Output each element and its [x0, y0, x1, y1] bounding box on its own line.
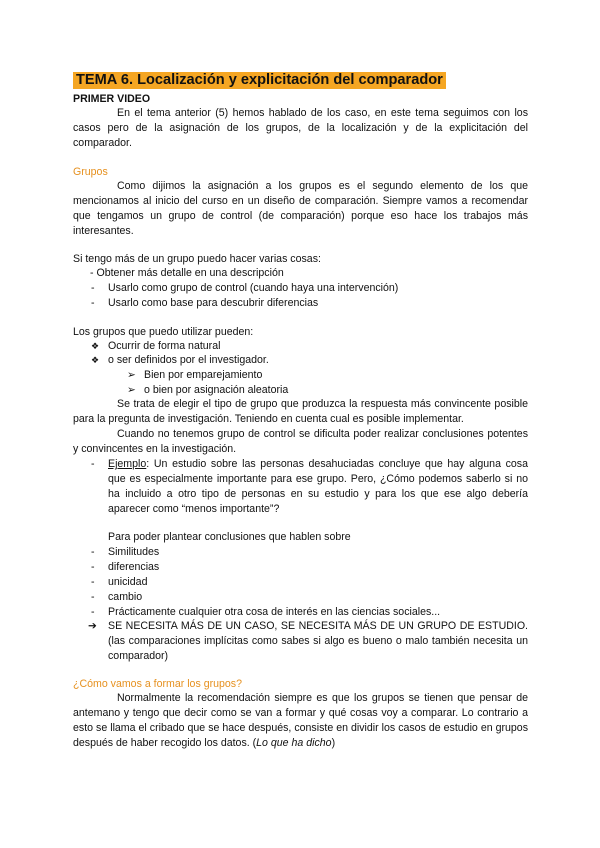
- conclusions-lead: Para poder plantear conclusiones que hablen sobre: [108, 531, 351, 543]
- diamond-bullet-icon: ❖: [91, 341, 100, 351]
- example-label: Ejemplo: [108, 458, 147, 470]
- section-heading-formar: ¿Cómo vamos a formar los grupos?: [73, 678, 242, 690]
- example-text: : Un estudio sobre las personas desahuciadas concluye que hay alguna cosa que es especialmente importante para ese grupo. Pero, ¿Cómo podemos saberlo si no ha incluido a otro tipo de personas en su estudio y para los que ese algo debería aparecer como “menos importante”?: [108, 458, 528, 515]
- conclusion-item: Prácticamente cualquier otra cosa de interés en las ciencias sociales...: [108, 606, 441, 618]
- example-paragraph: [108, 457, 528, 517]
- formar-italic: Lo que ha dicho: [256, 737, 332, 749]
- option-item: Usarlo como base para descubrir diferencias: [108, 297, 319, 309]
- group-item: Ocurrir de forma natural: [108, 340, 221, 352]
- dash-marker: -: [91, 458, 95, 470]
- section-heading-grupos: Grupos: [73, 166, 108, 178]
- group-subitem: o bien por asignación aleatoria: [144, 384, 289, 396]
- conclusion-item: diferencias: [108, 561, 160, 573]
- page-title: TEMA 6. Localización y explicitación del comparador: [73, 72, 446, 89]
- control-paragraph: Cuando no tenemos grupo de control se dificulta poder realizar conclusiones potentes y convincentes en la investigación.: [73, 428, 528, 455]
- key-conclusion: SE NECESITA MÁS DE UN CASO, SE NECESITA MÁS DE UN GRUPO DE ESTUDIO. (las comparaciones implícitas como sabes si algo es bueno o malo también necesita un comparador): [108, 620, 528, 662]
- group-item: o ser definidos por el investigador.: [108, 354, 269, 366]
- arrowhead-bullet-icon: ➢: [127, 369, 136, 381]
- dash-marker: -: [91, 576, 95, 588]
- choice-paragraph: Se trata de elegir el tipo de grupo que produzca la respuesta más convincente posible para la pregunta de investigación. Teniendo en cuenta cual es posible implementar.: [73, 398, 528, 425]
- grupos-paragraph: Como dijimos la asignación a los grupos es el segundo elemento de los que mencionamos al inicio del curso en un diseño de comparación. Siempre vamos a recomendar que tengamos un grupo de control (de comparación) porque eso hace los trabajos más interesantes.: [73, 180, 528, 237]
- option-item: Usarlo como grupo de control (cuando haya una intervención): [108, 282, 399, 294]
- arrow-bullet-icon: ➔: [88, 620, 97, 632]
- option-item: - Obtener más detalle en una descripción: [90, 267, 284, 279]
- group-subitem: Bien por emparejamiento: [144, 369, 263, 381]
- conclusion-item: unicidad: [108, 576, 148, 588]
- dash-marker: -: [91, 606, 95, 618]
- title-block: [73, 72, 446, 89]
- diamond-bullet-icon: ❖: [91, 355, 100, 365]
- dash-marker: -: [91, 591, 95, 603]
- formar-end: ): [331, 737, 336, 749]
- dash-marker: -: [91, 282, 95, 294]
- subtitle: PRIMER VIDEO: [73, 93, 151, 105]
- arrowhead-bullet-icon: ➢: [127, 384, 136, 396]
- conclusion-item: cambio: [108, 591, 143, 603]
- dash-marker: -: [91, 561, 95, 573]
- groups-lead: Los grupos que puedo utilizar pueden:: [73, 326, 254, 338]
- dash-marker: -: [91, 546, 95, 558]
- dash-marker: -: [91, 297, 95, 309]
- formar-paragraph: [73, 691, 528, 751]
- options-lead: Si tengo más de un grupo puedo hacer varias cosas:: [73, 253, 321, 265]
- intro-paragraph: En el tema anterior (5) hemos hablado de los caso, en este tema seguimos con los casos pero de la asignación de los grupos, de la localización y de la explicitación del comparador.: [73, 107, 528, 149]
- formar-text: Normalmente la recomendación siempre es que los grupos se tienen que pensar de antemano y tengo que decir como se van a formar y qué cosas voy a comparar. Lo contrario a esto se llama el cribado que se hace después, consiste en dividir los casos de estudio en grupos después de haber recogido los datos. (: [73, 692, 528, 749]
- conclusion-item: Similitudes: [108, 546, 160, 558]
